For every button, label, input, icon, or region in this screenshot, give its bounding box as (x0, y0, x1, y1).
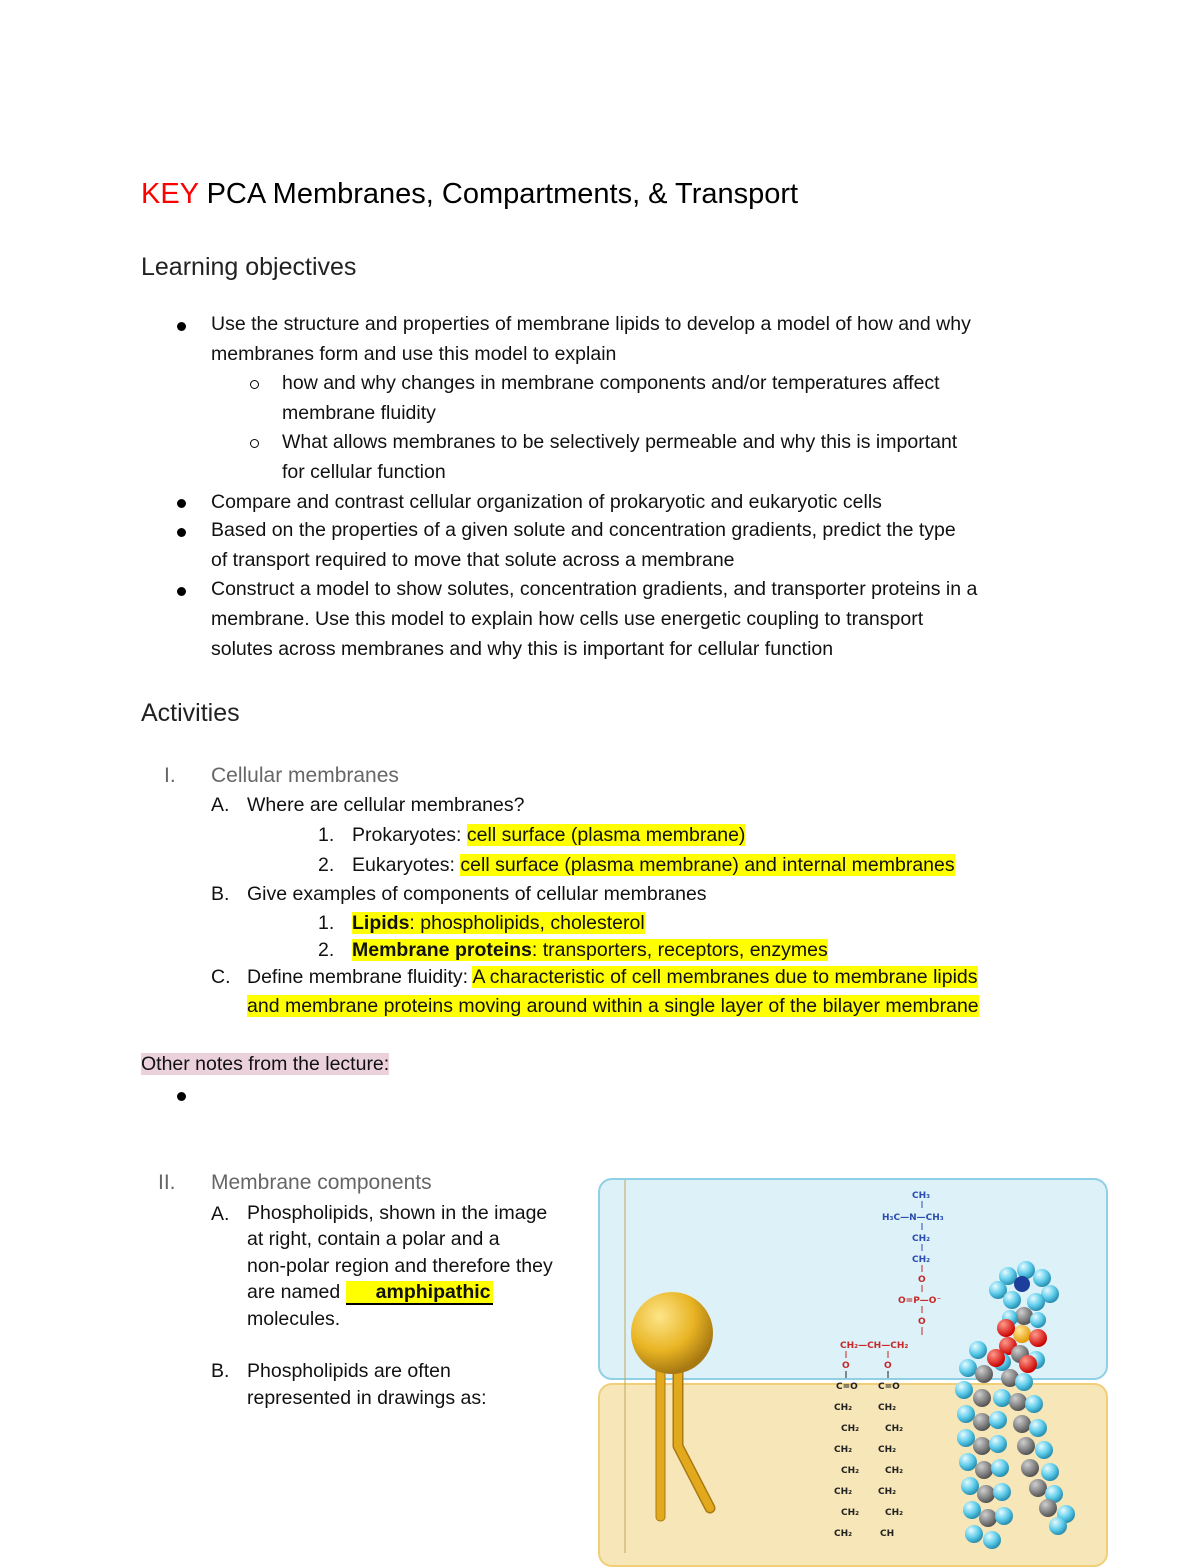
svg-text:CH: CH (880, 1529, 895, 1539)
item-a1-label: Prokaryotes: (352, 824, 462, 846)
svg-text:O: O (918, 1317, 926, 1327)
svg-text:C=O: C=O (878, 1382, 900, 1392)
item-a2-answer: cell surface (plasma membrane) and internal membranes (460, 854, 955, 876)
item-c (247, 963, 978, 993)
page-title (141, 178, 798, 211)
sub-objective-2-cont: for cellular function (282, 461, 446, 483)
svg-text:C=O: C=O (836, 1382, 858, 1392)
sub-objective-1: how and why changes in membrane components and/or temperatures affect (282, 372, 940, 394)
item-b1-rest: : phospholipids, cholesterol (409, 912, 645, 934)
item-2b-line-1: Phospholipids are often (247, 1360, 451, 1382)
section-1-title: Cellular membranes (211, 764, 399, 787)
phospholipid-figure (598, 1178, 1106, 1553)
item-a1-answer: cell surface (plasma membrane) (466, 824, 746, 846)
tail-left (656, 1366, 665, 1521)
item-b2 (352, 936, 828, 966)
objective-1-cont: membranes form and use this model to explain (211, 343, 617, 365)
item-b-letter: B. (211, 883, 230, 905)
item-c-answer-1: A characteristic of cell membranes due to membrane lipids (472, 966, 978, 988)
section-1-number: I. (164, 764, 176, 787)
item-c-answer-2: and membrane proteins moving around within a single layer of the bilayer membrane (247, 995, 979, 1017)
item-c-label: Define membrane fluidity: (247, 966, 469, 988)
svg-text:H₃C—N—CH₃: H₃C—N—CH₃ (882, 1213, 944, 1223)
item-2a-answer: amphipathic (346, 1281, 493, 1305)
objective-4-cont2: solutes across membranes and why this is important for cellular function (211, 638, 834, 660)
item-2b-letter: B. (211, 1360, 230, 1382)
item-a1 (352, 821, 745, 851)
svg-text:CH₂: CH₂ (834, 1487, 853, 1497)
item-b2-number: 2. (318, 939, 335, 961)
cartoon-phospholipid (631, 1292, 713, 1521)
bullet-icon (177, 1092, 186, 1101)
item-2a-line-2: at right, contain a polar and a (247, 1228, 500, 1250)
item-a2-label: Eukaryotes: (352, 854, 455, 876)
item-2a-line-1: Phospholipids, shown in the image (247, 1202, 548, 1224)
title-key: KEY (141, 178, 199, 210)
bullet-icon (177, 528, 186, 537)
item-c-cont (247, 992, 979, 1022)
item-a-letter: A. (211, 794, 230, 816)
item-2b-line-2: represented in drawings as: (247, 1387, 487, 1409)
item-a2-number: 2. (318, 854, 335, 876)
svg-text:CH₃: CH₃ (912, 1191, 931, 1201)
svg-text:CH₂: CH₂ (834, 1445, 853, 1455)
svg-text:CH₂: CH₂ (841, 1508, 860, 1518)
svg-text:O: O (884, 1361, 892, 1371)
objective-3: Based on the properties of a given solute and concentration gradients, predict the type (211, 519, 956, 541)
svg-text:CH₂: CH₂ (878, 1403, 897, 1413)
other-notes-label: Other notes from the lecture: (141, 1053, 390, 1075)
sub-bullet-icon (250, 439, 259, 448)
section-2-title: Membrane components (211, 1171, 432, 1194)
svg-text:CH₂: CH₂ (834, 1529, 853, 1539)
item-b1 (352, 909, 645, 939)
svg-text:CH₂: CH₂ (912, 1234, 931, 1244)
svg-text:CH₂: CH₂ (841, 1466, 860, 1476)
sub-objective-1-cont: membrane fluidity (282, 402, 436, 424)
svg-text:O: O (918, 1275, 926, 1285)
bullet-icon (177, 587, 186, 596)
svg-text:CH₂: CH₂ (834, 1403, 853, 1413)
learning-objectives-heading: Learning objectives (141, 253, 357, 281)
space-filling-model (955, 1261, 1075, 1549)
polar-head (631, 1292, 713, 1374)
title-text: PCA Membranes, Compartments, & Transport (206, 178, 799, 210)
item-c-letter: C. (211, 966, 231, 988)
section-2-number: II. (158, 1171, 176, 1194)
item-b1-bold: Lipids (352, 912, 410, 934)
objective-3-cont: of transport required to move that solute across a membrane (211, 549, 735, 571)
item-b1-number: 1. (318, 912, 335, 934)
objective-1: Use the structure and properties of membrane lipids to develop a model of how and why (211, 313, 971, 335)
item-a1-number: 1. (318, 824, 335, 846)
item-2a-pre: are named (247, 1281, 341, 1303)
svg-text:CH₂: CH₂ (912, 1255, 931, 1265)
objective-2: Compare and contrast cellular organization of prokaryotic and eukaryotic cells (211, 491, 882, 513)
sub-objective-2: What allows membranes to be selectively permeable and why this is important (282, 431, 958, 453)
item-2a-line-4 (247, 1279, 493, 1306)
activities-heading: Activities (141, 699, 240, 727)
item-2a-line-5: molecules. (247, 1308, 341, 1330)
svg-text:CH₂: CH₂ (841, 1424, 860, 1434)
svg-text:CH₂: CH₂ (885, 1466, 904, 1476)
svg-text:CH₂: CH₂ (878, 1487, 897, 1497)
svg-text:CH₂: CH₂ (885, 1508, 904, 1518)
item-2a-letter: A. (211, 1203, 230, 1225)
objective-4-cont: membrane. Use this model to explain how cells use energetic coupling to transport (211, 608, 924, 630)
other-notes (141, 1050, 389, 1080)
item-a-question: Where are cellular membranes? (247, 794, 525, 816)
structural-formula (834, 1191, 944, 1539)
objective-4: Construct a model to show solutes, concentration gradients, and transporter proteins in a (211, 578, 978, 600)
item-2a-line-3: non-polar region and therefore they (247, 1255, 553, 1277)
bullet-icon (177, 322, 186, 331)
svg-text:CH₂: CH₂ (878, 1445, 897, 1455)
item-a2 (352, 851, 955, 881)
svg-text:CH₂: CH₂ (885, 1424, 904, 1434)
item-b2-bold: Membrane proteins (352, 939, 532, 961)
svg-text:CH₂—CH—CH₂: CH₂—CH—CH₂ (840, 1341, 909, 1351)
sub-bullet-icon (250, 380, 259, 389)
bullet-icon (177, 499, 186, 508)
svg-text:O=P—O⁻: O=P—O⁻ (898, 1296, 942, 1306)
item-b-question: Give examples of components of cellular membranes (247, 883, 707, 905)
item-b2-rest: : transporters, receptors, enzymes (531, 939, 828, 961)
svg-text:O: O (842, 1361, 850, 1371)
